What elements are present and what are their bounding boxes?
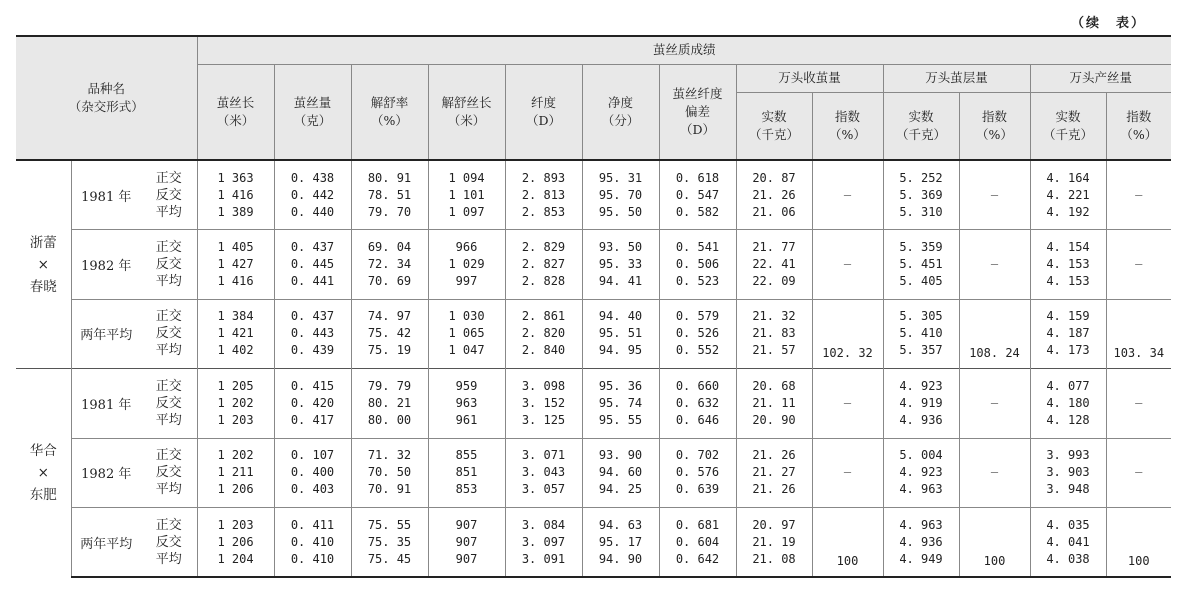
cross-type-labels: 正交 反交 平均 [141, 438, 197, 508]
value-cell: 3. 098 3. 152 3. 125 [505, 369, 582, 439]
year-label: 1982 年 [71, 230, 141, 300]
col-header-cocoon-filament-length: 茧丝长 （米） [197, 64, 274, 160]
value-cell: 1 405 1 427 1 416 [197, 230, 274, 300]
col-header-neatness: 净度 （分） [582, 64, 659, 160]
year-label: 1981 年 [71, 160, 141, 230]
value-cell: 0. 437 0. 443 0. 439 [274, 299, 351, 369]
empty-index-cell: — [812, 438, 883, 508]
value-cell: 93. 50 95. 33 94. 41 [582, 230, 659, 300]
cross-type-labels: 正交 反交 平均 [141, 160, 197, 230]
variety-header [16, 36, 197, 160]
value-cell: 3. 071 3. 043 3. 057 [505, 438, 582, 508]
empty-index-cell: — [959, 369, 1030, 439]
value-cell: 21. 26 21. 27 21. 26 [736, 438, 812, 508]
value-cell: 1 094 1 101 1 097 [428, 160, 505, 230]
empty-index-cell: — [1106, 230, 1171, 300]
col-header-index: 指数 （%） [812, 92, 883, 160]
value-cell: 0. 415 0. 420 0. 417 [274, 369, 351, 439]
value-cell: 4. 159 4. 187 4. 173 [1030, 299, 1106, 369]
table-row [16, 230, 1171, 300]
col-header-reelability: 解舒率 （%） [351, 64, 428, 160]
col-header-size: 纤度 （D） [505, 64, 582, 160]
quality-header: 茧丝质成绩 [197, 36, 1171, 64]
value-cell: 907 907 907 [428, 508, 505, 578]
value-cell: 4. 077 4. 180 4. 128 [1030, 369, 1106, 439]
group-header-cocoon-yield: 万头收茧量 [736, 64, 883, 92]
value-cell: 20. 68 21. 11 20. 90 [736, 369, 812, 439]
variety-name: 华合 × 东肥 [16, 369, 71, 578]
value-cell: 74. 97 75. 42 75. 19 [351, 299, 428, 369]
col-header-actual: 实数 （千克） [736, 92, 812, 160]
variety-subtitle: （杂交形式） [68, 99, 144, 114]
value-cell: 80. 91 78. 51 79. 70 [351, 160, 428, 230]
empty-index-cell: — [959, 160, 1030, 230]
value-cell: 94. 40 95. 51 94. 95 [582, 299, 659, 369]
empty-index-cell: — [812, 160, 883, 230]
value-cell: 71. 32 70. 50 70. 91 [351, 438, 428, 508]
silk-quality-table [16, 35, 1171, 578]
col-header-unbroken-filament-length: 解舒丝长 （米） [428, 64, 505, 160]
index-value-cell: 108. 24 [959, 299, 1030, 369]
empty-index-cell: — [812, 369, 883, 439]
value-cell: 959 963 961 [428, 369, 505, 439]
value-cell: 2. 829 2. 827 2. 828 [505, 230, 582, 300]
empty-index-cell: — [1106, 160, 1171, 230]
value-cell: 4. 963 4. 936 4. 949 [883, 508, 959, 578]
value-cell: 0. 437 0. 445 0. 441 [274, 230, 351, 300]
col-header-index: 指数 （%） [1106, 92, 1171, 160]
year-label: 1981 年 [71, 369, 141, 439]
col-header-cocoon-filament-weight: 茧丝量 （克） [274, 64, 351, 160]
value-cell: 2. 893 2. 813 2. 853 [505, 160, 582, 230]
value-cell: 93. 90 94. 60 94. 25 [582, 438, 659, 508]
cross-type-labels: 正交 反交 平均 [141, 299, 197, 369]
value-cell: 4. 154 4. 153 4. 153 [1030, 230, 1106, 300]
table-row [16, 369, 1171, 439]
value-cell: 1 030 1 065 1 047 [428, 299, 505, 369]
value-cell: 855 851 853 [428, 438, 505, 508]
table-row [16, 299, 1171, 369]
empty-index-cell: — [959, 438, 1030, 508]
value-cell: 1 202 1 211 1 206 [197, 438, 274, 508]
value-cell: 0. 579 0. 526 0. 552 [659, 299, 736, 369]
table-row [16, 508, 1171, 578]
col-header-actual: 实数 （千克） [1030, 92, 1106, 160]
col-header-size-deviation: 茧丝纤度 偏差 （D） [659, 64, 736, 160]
cross-type-labels: 正交 反交 平均 [141, 508, 197, 578]
year-label: 两年平均 [71, 299, 141, 369]
value-cell: 5. 305 5. 410 5. 357 [883, 299, 959, 369]
value-cell: 95. 36 95. 74 95. 55 [582, 369, 659, 439]
table-row [16, 160, 1171, 230]
year-label: 1982 年 [71, 438, 141, 508]
value-cell: 5. 004 4. 923 4. 963 [883, 438, 959, 508]
value-cell: 1 203 1 206 1 204 [197, 508, 274, 578]
value-cell: 0. 702 0. 576 0. 639 [659, 438, 736, 508]
value-cell: 4. 164 4. 221 4. 192 [1030, 160, 1106, 230]
col-header-actual: 实数 （千克） [883, 92, 959, 160]
empty-index-cell: — [812, 230, 883, 300]
index-value-cell: 102. 32 [812, 299, 883, 369]
value-cell: 4. 923 4. 919 4. 936 [883, 369, 959, 439]
value-cell: 0. 660 0. 632 0. 646 [659, 369, 736, 439]
variety-title: 品种名 [87, 81, 125, 96]
value-cell: 3. 084 3. 097 3. 091 [505, 508, 582, 578]
variety-name: 浙蕾 × 春晓 [16, 160, 71, 369]
value-cell: 4. 035 4. 041 4. 038 [1030, 508, 1106, 578]
value-cell: 1 384 1 421 1 402 [197, 299, 274, 369]
continued-label: （续 表） [1070, 16, 1146, 31]
value-cell: 2. 861 2. 820 2. 840 [505, 299, 582, 369]
cross-type-labels: 正交 反交 平均 [141, 230, 197, 300]
value-cell: 0. 411 0. 410 0. 410 [274, 508, 351, 578]
value-cell: 5. 252 5. 369 5. 310 [883, 160, 959, 230]
value-cell: 21. 32 21. 83 21. 57 [736, 299, 812, 369]
group-header-silk-yield: 万头产丝量 [1030, 64, 1171, 92]
value-cell: 20. 97 21. 19 21. 08 [736, 508, 812, 578]
value-cell: 0. 107 0. 400 0. 403 [274, 438, 351, 508]
empty-index-cell: — [959, 230, 1030, 300]
value-cell: 94. 63 95. 17 94. 90 [582, 508, 659, 578]
col-header-index: 指数 （%） [959, 92, 1030, 160]
value-cell: 21. 77 22. 41 22. 09 [736, 230, 812, 300]
value-cell: 75. 55 75. 35 75. 45 [351, 508, 428, 578]
value-cell: 0. 438 0. 442 0. 440 [274, 160, 351, 230]
value-cell: 3. 993 3. 903 3. 948 [1030, 438, 1106, 508]
empty-index-cell: — [1106, 438, 1171, 508]
value-cell: 0. 541 0. 506 0. 523 [659, 230, 736, 300]
value-cell: 5. 359 5. 451 5. 405 [883, 230, 959, 300]
value-cell: 0. 681 0. 604 0. 642 [659, 508, 736, 578]
value-cell: 1 205 1 202 1 203 [197, 369, 274, 439]
year-label: 两年平均 [71, 508, 141, 578]
value-cell: 69. 04 72. 34 70. 69 [351, 230, 428, 300]
group-header-shell-yield: 万头茧层量 [883, 64, 1030, 92]
value-cell: 20. 87 21. 26 21. 06 [736, 160, 812, 230]
value-cell: 79. 79 80. 21 80. 00 [351, 369, 428, 439]
value-cell: 1 363 1 416 1 389 [197, 160, 274, 230]
index-value-cell: 100 [959, 508, 1030, 578]
empty-index-cell: — [1106, 369, 1171, 439]
index-value-cell: 100 [812, 508, 883, 578]
table-row [16, 438, 1171, 508]
table-body [16, 160, 1171, 577]
value-cell: 0. 618 0. 547 0. 582 [659, 160, 736, 230]
value-cell: 95. 31 95. 70 95. 50 [582, 160, 659, 230]
index-value-cell: 100 [1106, 508, 1171, 578]
cross-type-labels: 正交 反交 平均 [141, 369, 197, 439]
value-cell: 966 1 029 997 [428, 230, 505, 300]
index-value-cell: 103. 34 [1106, 299, 1171, 369]
